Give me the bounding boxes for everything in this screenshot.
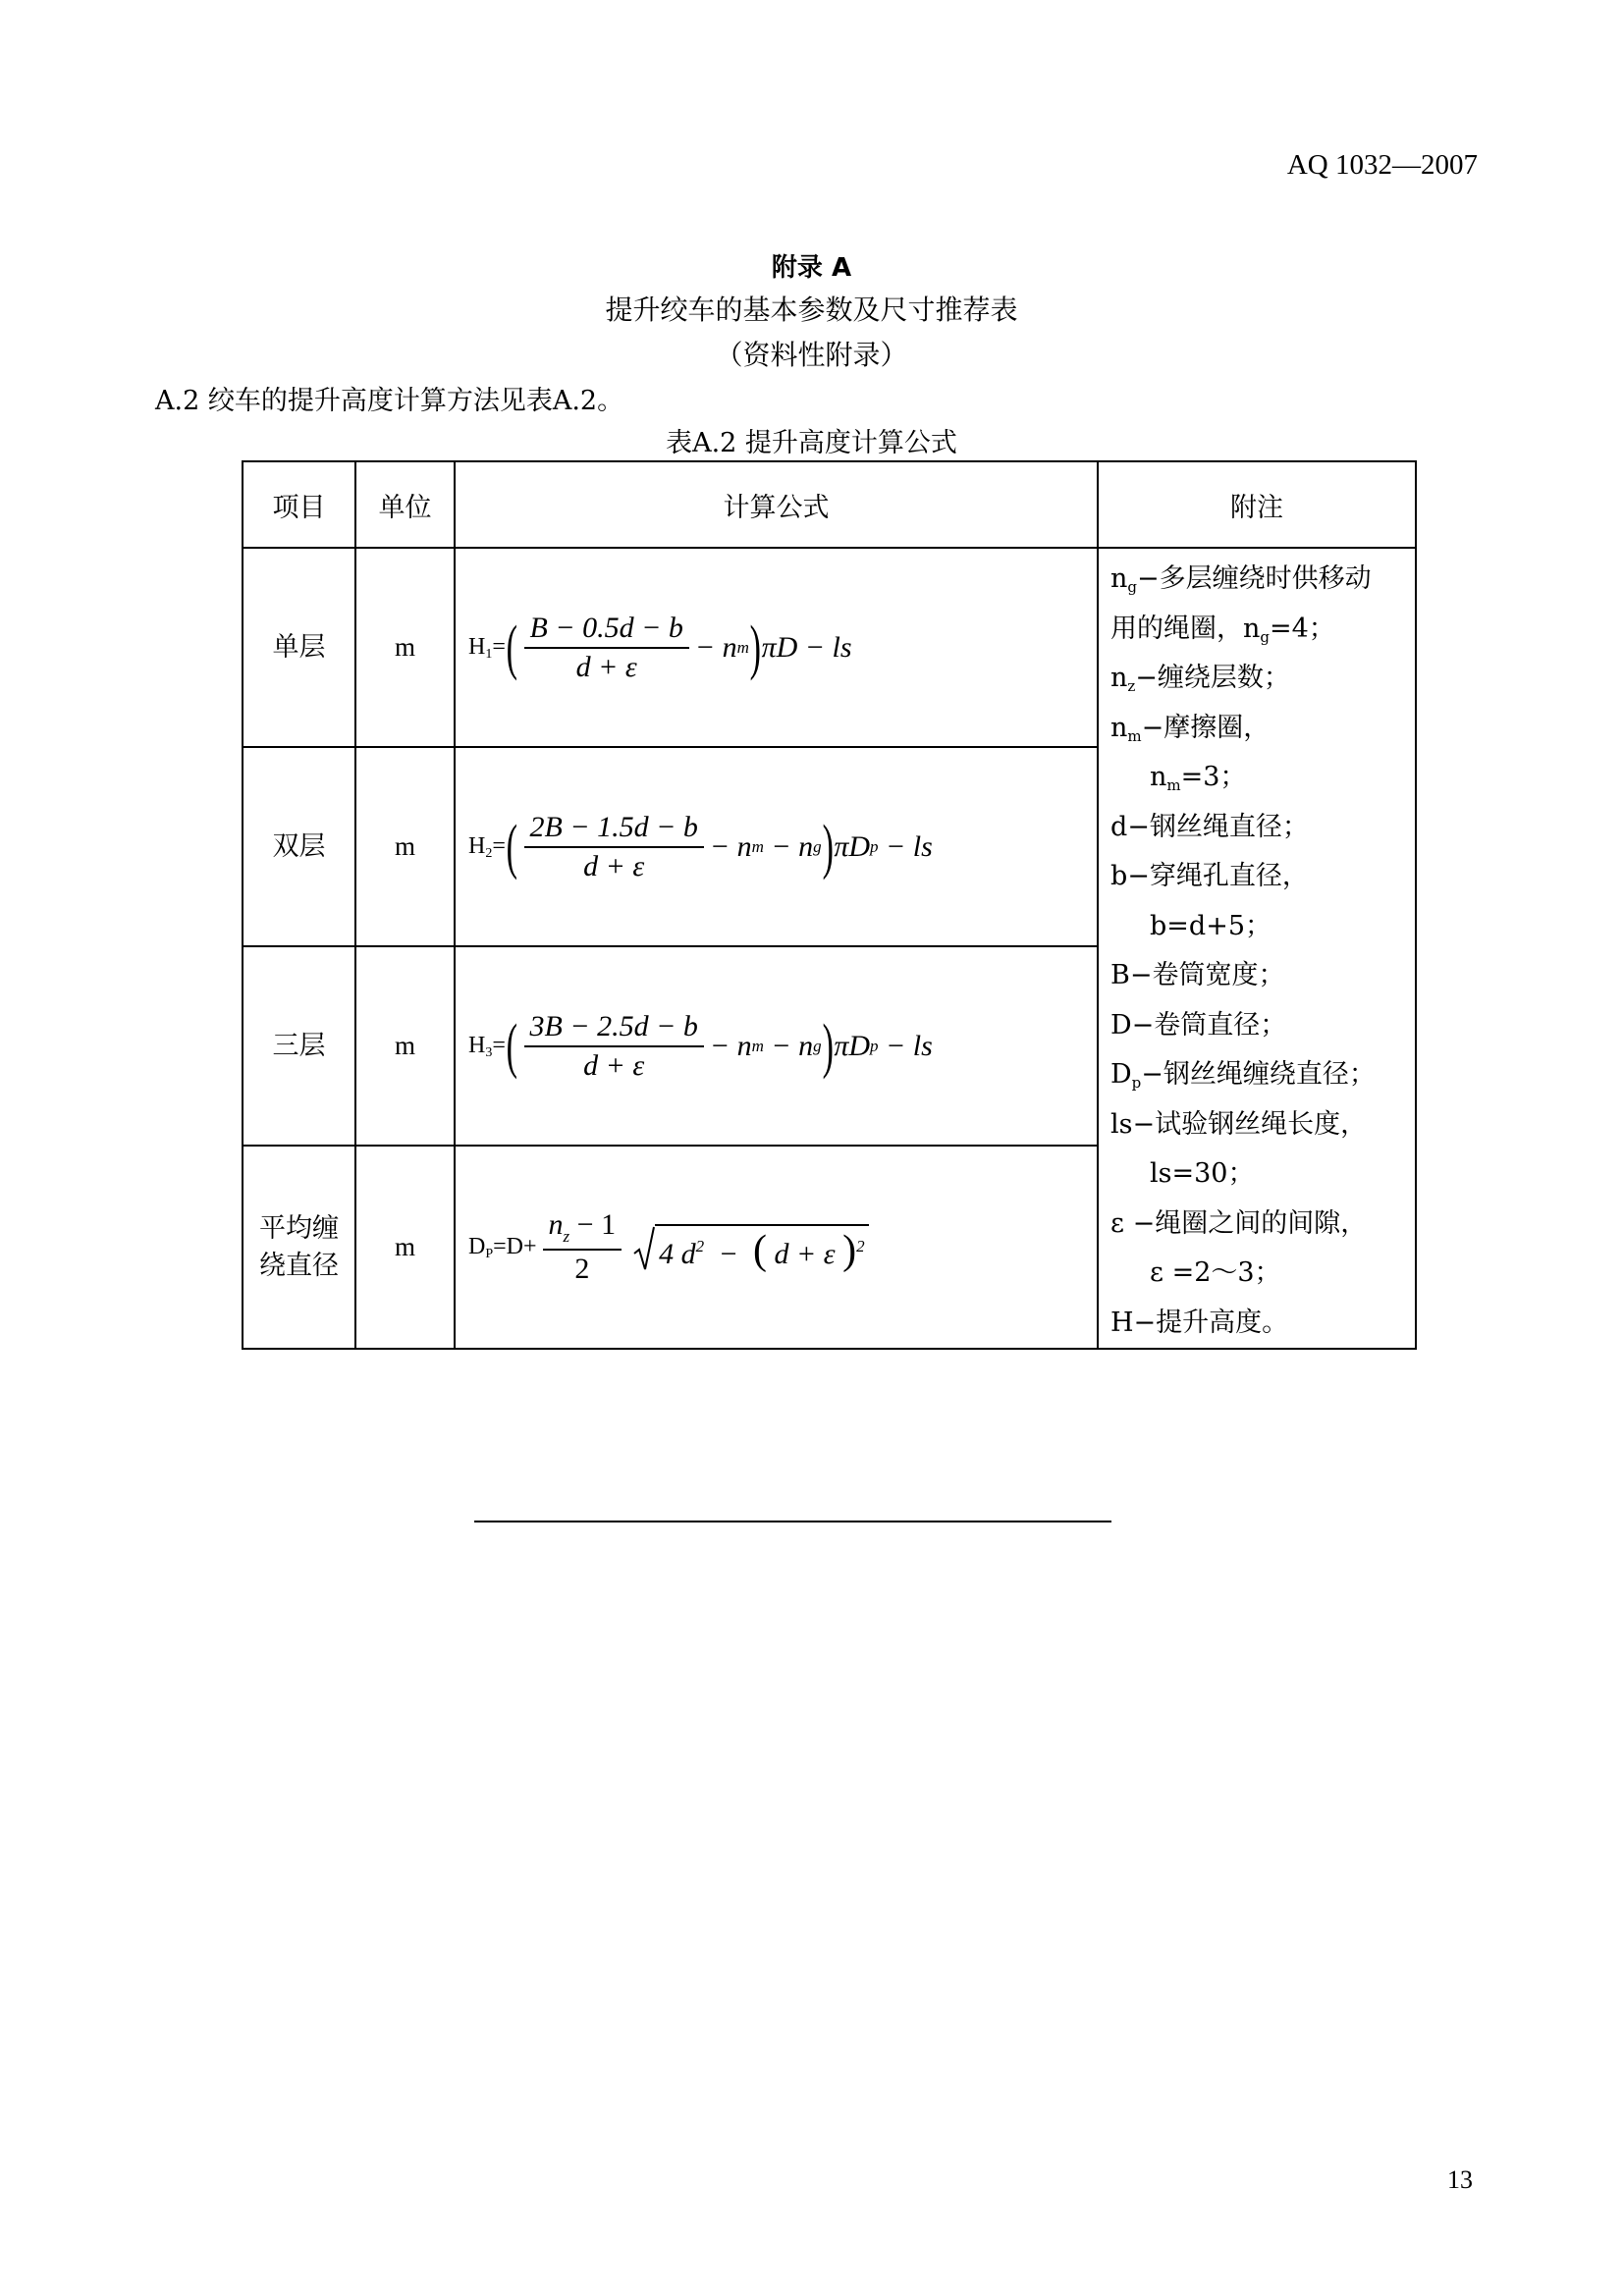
note-line: ε =2～3；: [1150, 1257, 1281, 1288]
table-row: [243, 548, 1416, 747]
note-line: $n_m=3$；: [1150, 762, 1247, 794]
row-unit: m: [355, 548, 455, 747]
row-item: 双层: [243, 747, 355, 946]
row-item: 三层: [243, 946, 355, 1146]
note-line: B−卷筒宽度；: [1110, 960, 1285, 990]
table-header-row: [243, 461, 1416, 548]
note-line: $n_z-$缠绕层数；: [1110, 663, 1290, 695]
row-unit: m: [355, 1146, 455, 1349]
table-caption: 表A.2 提升高度计算公式: [666, 428, 957, 458]
note-line: d−钢丝绳直径；: [1110, 811, 1309, 842]
appendix-subtitle: 提升绞车的基本参数及尺寸推荐表: [605, 294, 1018, 326]
header-formula: 计算公式: [455, 461, 1098, 548]
note-line: 用的绳圈，$n_g=4$；: [1110, 613, 1335, 646]
header-unit: 单位: [355, 461, 455, 548]
header-item: 项目: [243, 461, 355, 548]
intro-paragraph: A.2 绞车的提升高度计算方法见表A.2。: [155, 386, 624, 416]
end-separator-line: [474, 1521, 1111, 1522]
formula-average-diameter: $D_P=D+$ $\frac{n_z - 1}{2}$ 4 $d^2$ − ( d + ε )$^2$: [455, 1146, 1098, 1349]
note-line: $n_g-$多层缠绕时供移动: [1110, 563, 1372, 596]
formula-single-layer: $H_1=$ ( $\frac{B - 0.5d - b}{d + \varepsilon}$ − n m ) πD − ls: [455, 548, 1098, 747]
notes-cell: [1098, 548, 1416, 1349]
note-line: $n_m-$摩擦圈，: [1110, 712, 1271, 745]
formula-table: [242, 460, 1417, 1350]
note-line: b=d+5；: [1150, 910, 1271, 941]
note-line: ls=30；: [1150, 1158, 1255, 1189]
note-line: D−卷筒直径；: [1110, 1009, 1287, 1041]
formula-triple-layer: $H_3=$ ( $\frac{3B - 2.5d - b}{d + \varepsilon}$ − n m − n g ) πD p − ls: [455, 946, 1098, 1146]
row-unit: m: [355, 747, 455, 946]
appendix-title: 附录 A: [771, 253, 852, 283]
row-item: 单层: [243, 548, 355, 747]
note-line: H−提升高度。: [1110, 1307, 1289, 1338]
header-notes: 附注: [1098, 461, 1416, 548]
note-line: ls−试验钢丝绳长度，: [1110, 1108, 1368, 1140]
note-line: b−穿绳孔直径，: [1110, 861, 1309, 891]
row-unit: m: [355, 946, 455, 1146]
row-item: 平均缠绕直径: [243, 1146, 355, 1349]
note-line: $D_p-$钢丝绳缠绕直径；: [1110, 1059, 1376, 1092]
note-line: ε −绳圈之间的间隙，: [1110, 1207, 1368, 1239]
square-root-sign: 4 $d^2$ − ( d + ε )$^2$: [633, 1224, 869, 1271]
formula-double-layer: $H_2=$ ( $\frac{2B - 1.5d - b}{d + \varepsilon}$ − n m − n g ) πD p − ls: [455, 747, 1098, 946]
appendix-note: （资料性附录）: [715, 339, 908, 371]
page-number: 13: [1447, 2165, 1473, 2194]
document-code: AQ 1032—2007: [1286, 149, 1478, 181]
